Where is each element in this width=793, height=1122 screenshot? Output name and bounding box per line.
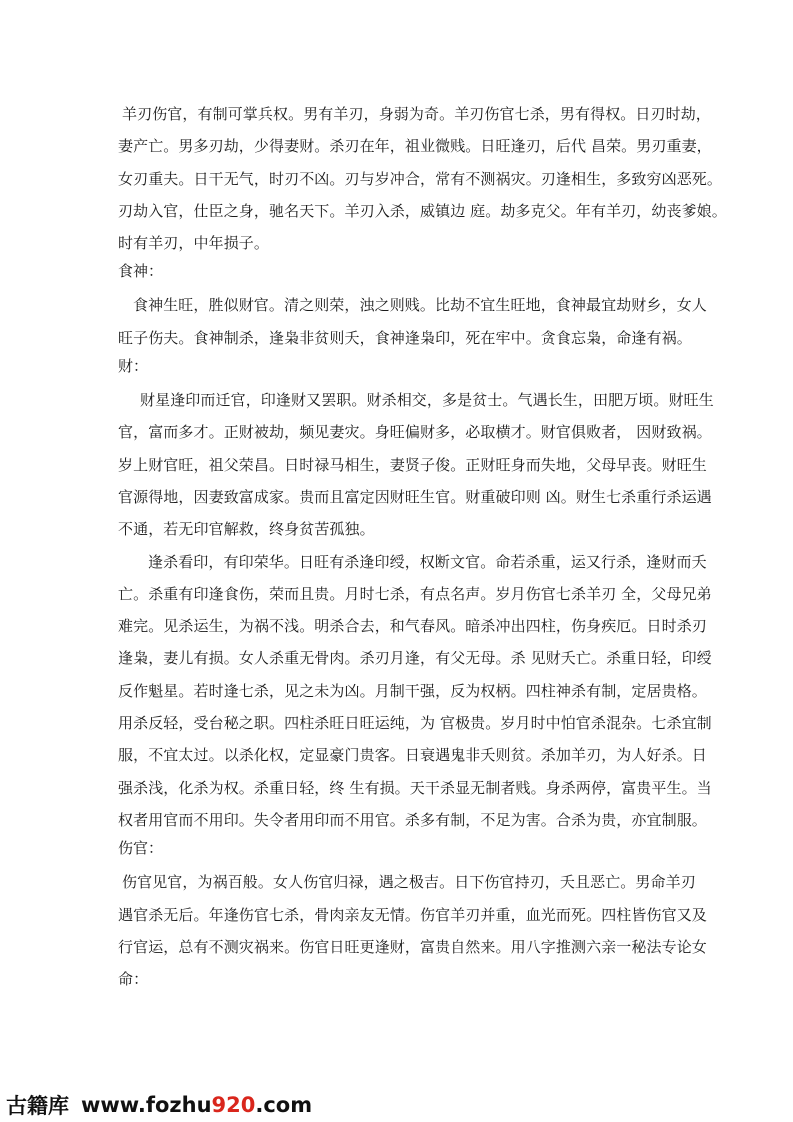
paragraph-line: 遇官杀无后。年逢伤官七杀，骨肉亲友无情。伤官羊刃并重，血光而死。四柱皆伤官又及	[118, 905, 707, 924]
watermark-url-number: 920	[211, 1093, 256, 1117]
paragraph-line: 亡。杀重有印逢食伤，荣而且贵。月时七杀，有点名声。岁月伤官七杀羊刃 全，父母兄弟	[118, 584, 712, 603]
watermark-url	[81, 1093, 312, 1117]
section-heading: 伤官：	[118, 839, 164, 858]
document-body	[118, 98, 727, 995]
paragraph-line: 用杀反轻，受台秘之职。四柱杀旺日旺运纯，为 官极贵。岁月时中怕官杀混杂。七杀宜制	[118, 714, 712, 733]
paragraph-line: 权者用官而不用印。失令者用印而不用官。杀多有制，不足为害。合杀为贵，亦宜制服。	[118, 810, 707, 829]
paragraph-line: 刃劫入官，仕臣之身，驰名天下。羊刃入杀，威镇边 庭。劫多克父。年有羊刃，幼丧爹娘。	[118, 201, 727, 220]
paragraph-line: 官源得地，因妻致富成家。贵而且富定因财旺生官。财重破印则 凶。财生七杀重行杀运遇	[118, 487, 712, 506]
paragraph-line: 反作魁星。若时逢七杀，见之未为凶。月制干强，反为权柄。四柱神杀有制，定居贵格。	[118, 681, 707, 700]
paragraph-line: 服，不宜太过。以杀化权，定显豪门贵客。日衰遇鬼非夭则贫。杀加羊刃，为人好杀。日	[118, 746, 707, 765]
watermark-site-name: 古籍库	[6, 1094, 69, 1118]
paragraph-line: 命：	[118, 970, 149, 989]
paragraph-line: 岁上财官旺，祖父荣昌。日时禄马相生，妻贤子俊。正财旺身而失地，父母早丧。财旺生	[118, 455, 707, 474]
section-cai	[118, 354, 714, 545]
section-yangren	[118, 98, 727, 259]
section-heading: 食神：	[118, 262, 164, 281]
paragraph-line: 伤官见官，为祸百般。女人伤官归禄，遇之极吉。日下伤官持刃，夭且恶亡。男命羊刃	[122, 873, 696, 892]
paragraph-line: 行官运，总有不测灾祸来。伤官日旺更逢财，富贵自然来。用八字推测六亲一秘法专论女	[118, 937, 707, 956]
watermark-url-prefix: www.fozhu	[81, 1093, 212, 1117]
watermark-url-suffix: .com	[255, 1093, 313, 1117]
paragraph-line: 羊刃伤官，有制可掌兵权。男有羊刃，身弱为奇。羊刃伤官七杀，男有得权。日刃时劫，	[122, 105, 711, 123]
paragraph-line: 财星逢印而迁官，印逢财又罢职。财杀相交，多是贫士。气遇长生，田肥万顷。财旺生	[140, 391, 714, 410]
paragraph-line: 逢杀看印，有印荣华。日旺有杀逢印绶，权断文官。命若杀重，运又行杀，逢财而夭	[148, 552, 707, 571]
paragraph-line: 时有羊刃，中年损子。	[118, 234, 270, 253]
paragraph-line: 妻产亡。男多刃劫，少得妻财。杀刃在年，祖业微贱。日旺逢刃，后代 昌荣。男刃重妻，	[118, 137, 712, 156]
paragraph-line: 旺子伤夫。食神制杀，逢枭非贫则夭，食神逢枭印，死在牢中。贪食忘枭，命逢有祸。	[118, 328, 692, 347]
paragraph-line: 不通，若无印官解救，终身贫苦孤独。	[118, 520, 375, 539]
paragraph-line: 强杀浅，化杀为权。杀重日轻，终 生有损。天干杀显无制者贱。身杀两停，富贵平生。当	[118, 778, 712, 797]
paragraph-line: 女刃重夫。日干无气，时刃不凶。刃与岁冲合，常有不测祸灾。刃逢相生，多致穷凶恶死。	[118, 169, 723, 188]
section-shangguan	[118, 836, 707, 995]
paragraph-line: 逢枭，妻儿有损。女人杀重无骨肉。杀刃月逢，有父无母。杀 见财夭亡。杀重日轻，印绶	[118, 649, 712, 668]
site-watermark	[6, 1088, 312, 1122]
paragraph-line: 难完。见杀运生，为祸不浅。明杀合去，和气春风。暗杀冲出四柱，伤身疾厄。日时杀刃	[118, 617, 707, 636]
section-sha	[118, 546, 712, 837]
section-shishen	[118, 259, 707, 354]
section-heading: 财：	[118, 357, 149, 376]
paragraph-line: 官，富而多才。正财被劫，频见妻灾。身旺偏财多，必取横才。财官俱败者， 因财致祸。	[118, 423, 712, 442]
paragraph-line: 食神生旺，胜似财官。清之则荣，浊之则贱。比劫不宜生旺地，食神最宜劫财乡，女人	[133, 296, 707, 315]
